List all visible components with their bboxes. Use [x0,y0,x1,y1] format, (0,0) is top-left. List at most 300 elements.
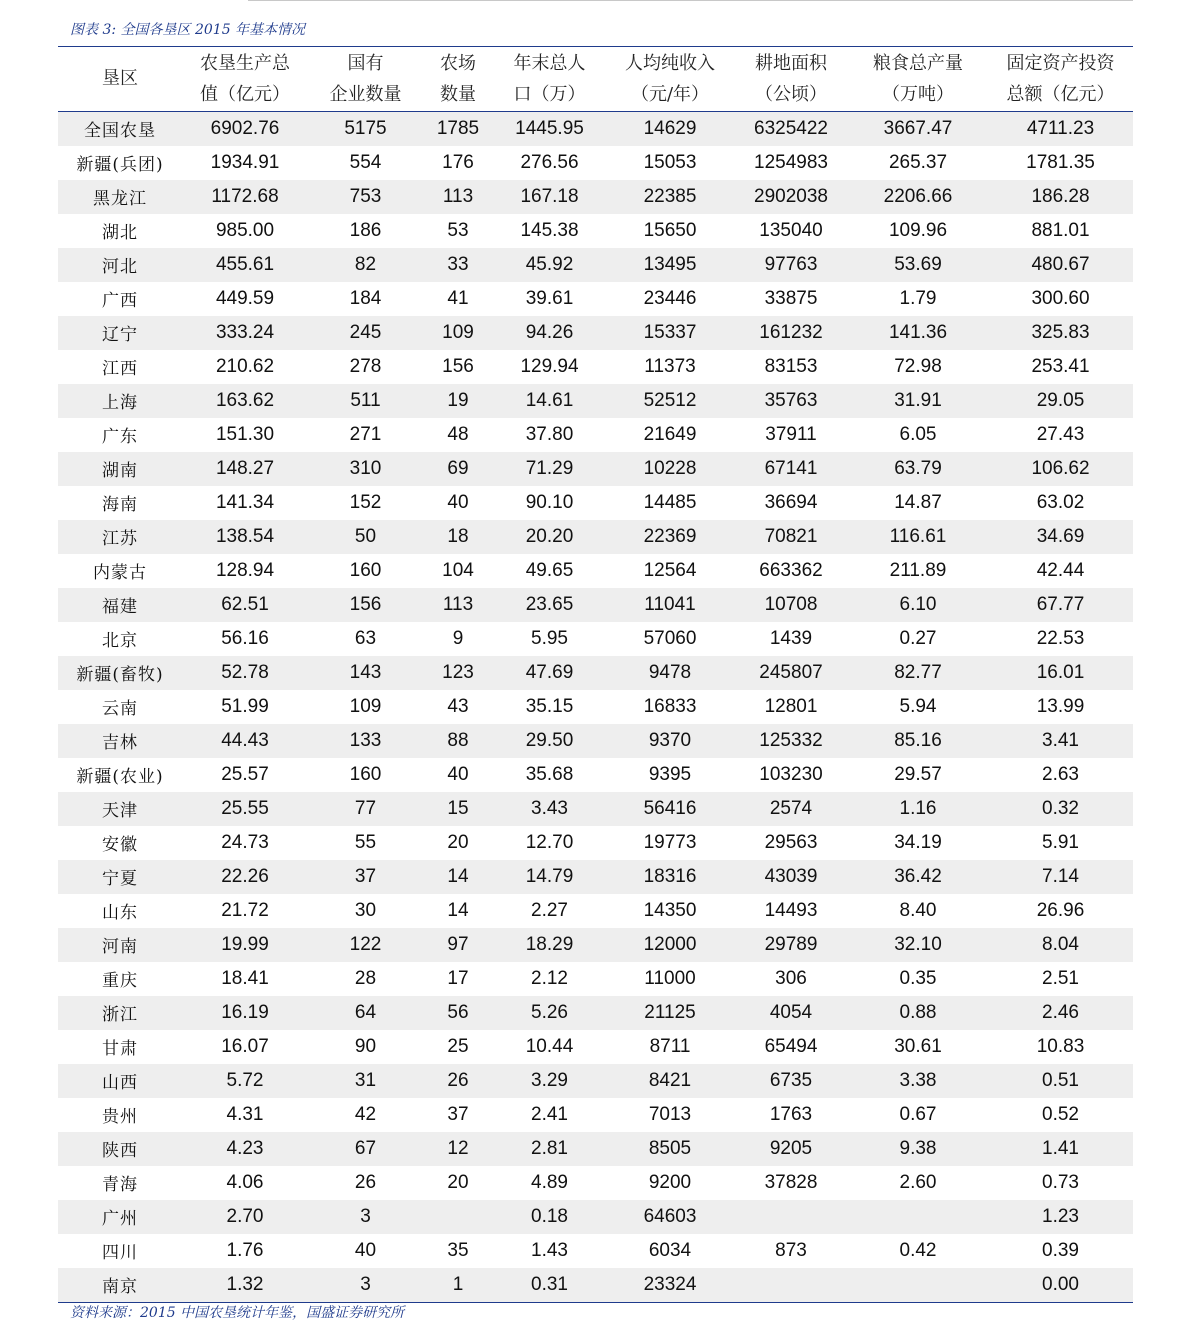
region-cell: 宁夏 [58,860,182,894]
value-cell: 35763 [734,384,848,418]
column-header-line2: （万吨） [882,83,954,105]
value-cell: 97 [423,928,493,962]
value-cell: 37.80 [525,423,574,445]
value-cell: 663362 [759,559,823,581]
column-header-line1: 人均纯收入 [625,52,715,74]
table-row [58,146,1133,180]
value-cell: 5175 [308,111,423,146]
value-cell: 34.69 [988,520,1133,554]
value-cell: 167.18 [493,180,606,214]
value-cell: 9478 [606,656,734,690]
value-cell: 6902.76 [182,111,308,146]
value-cell: 3.38 [848,1064,988,1098]
value-cell: 11373 [644,355,696,377]
value-cell: 8421 [606,1064,734,1098]
value-cell: 25 [447,1035,469,1057]
value-cell: 554 [349,151,382,173]
value-cell: 104 [442,559,474,581]
value-cell: 11000 [644,967,696,989]
value-cell: 36.42 [848,860,988,894]
column-header-0 [58,47,182,111]
value-cell: 0.51 [988,1064,1133,1098]
value-cell: 9395 [648,763,692,785]
value-cell: 21.72 [221,899,269,921]
value-cell: 1785 [423,111,493,146]
value-cell: 5.72 [182,1064,308,1098]
value-cell: 47.69 [493,656,606,690]
value-cell: 12 [423,1132,493,1166]
value-cell: 22.53 [1036,627,1085,649]
value-cell: 52512 [606,384,734,418]
value-cell: 43039 [734,860,848,894]
value-cell: 116.61 [848,520,988,554]
value-cell: 18316 [606,860,734,894]
value-cell: 245 [308,316,423,350]
value-cell: 0.73 [1042,1171,1079,1193]
value-cell: 125332 [734,724,848,758]
value-cell: 6.05 [899,423,937,445]
value-cell: 12000 [606,928,734,962]
column-header-1 [182,47,308,111]
value-cell: 9 [452,627,464,649]
table-row [58,384,1133,418]
table-row [58,1098,1133,1132]
table-row [58,554,1133,588]
value-cell: 2.46 [988,996,1133,1030]
column-header-line1: 垦区 [102,68,138,90]
table-row [58,860,1133,894]
reclamation-data-table [58,47,1133,1303]
value-cell: 2574 [734,792,848,826]
value-cell: 1172.68 [182,180,308,214]
value-cell: 13.99 [1036,695,1085,717]
table-row [58,792,1133,826]
value-cell: 0.52 [1042,1103,1079,1125]
value-cell: 3.29 [493,1064,606,1098]
value-cell: 42 [354,1103,377,1125]
column-header-line1: 农垦生产总 [200,52,290,74]
value-cell: 211.89 [889,559,947,581]
value-cell: 63 [354,627,377,649]
value-cell: 145.38 [520,219,579,241]
value-cell: 6.10 [848,588,988,622]
value-cell: 56 [423,996,493,1030]
value-cell: 4.89 [531,1171,568,1193]
value-cell: 1445.95 [493,111,606,146]
table-row [58,1200,1133,1234]
value-cell: 2.41 [531,1103,568,1125]
column-header-4 [493,47,606,111]
value-cell: 9200 [648,1171,692,1193]
value-cell: 15053 [643,151,697,173]
value-cell [423,1200,493,1234]
value-cell: 109 [349,695,382,717]
value-cell: 85.16 [848,724,988,758]
value-cell: 156 [308,588,423,622]
value-cell: 14485 [643,491,697,513]
value-cell: 14.79 [493,860,606,894]
value-cell: 10708 [734,588,848,622]
value-cell: 5.26 [493,996,606,1030]
value-cell: 29.50 [493,724,606,758]
value-cell: 71.29 [493,452,606,486]
region-cell: 黑龙江 [58,180,182,214]
region-cell: 北京 [102,631,138,651]
value-cell: 7013 [648,1103,692,1125]
value-cell: 0.18 [493,1200,606,1234]
value-cell: 37911 [765,423,817,445]
value-cell: 2206.66 [848,180,988,214]
value-cell: 7.14 [988,860,1133,894]
value-cell: 29.57 [894,763,942,785]
value-cell: 9.38 [848,1132,988,1166]
value-cell: 0.39 [1042,1239,1079,1261]
column-header-line1: 国有 [347,52,384,74]
table-row [58,724,1133,758]
region-cell: 海南 [102,495,138,515]
region-cell: 河南 [58,928,182,962]
column-header-line2: 企业数量 [329,83,402,105]
region-cell: 贵州 [102,1107,138,1127]
region-cell: 山西 [58,1064,182,1098]
value-cell: 42.44 [1036,559,1085,581]
value-cell: 40 [447,763,469,785]
value-cell: 15 [423,792,493,826]
value-cell: 2.63 [1042,763,1079,785]
value-cell: 35.15 [525,695,574,717]
value-cell: 31 [308,1064,423,1098]
value-cell: 53 [447,219,469,241]
table-row [58,1030,1133,1064]
value-cell: 4.31 [226,1103,264,1125]
value-cell: 36694 [764,491,818,513]
region-cell: 全国农垦 [58,111,182,146]
value-cell: 12.70 [525,831,574,853]
value-cell: 32.10 [848,928,988,962]
value-cell: 271 [349,423,382,445]
column-header-line1: 粮食总产量 [873,52,963,74]
value-cell: 18.29 [493,928,606,962]
value-cell: 94.26 [493,316,606,350]
value-cell: 14629 [606,111,734,146]
value-cell: 16833 [643,695,697,717]
value-cell: 20 [447,1171,469,1193]
value-cell: 77 [308,792,423,826]
region-cell: 重庆 [102,971,138,991]
column-header-3 [423,47,493,111]
value-cell: 64 [308,996,423,1030]
value-cell: 29563 [764,831,818,853]
region-cell: 新疆(畜牧) [58,656,182,690]
value-cell: 4054 [734,996,848,1030]
value-cell: 253.41 [1031,355,1090,377]
value-cell: 160 [349,559,382,581]
value-cell: 63.79 [848,452,988,486]
top-divider [248,0,1133,1]
value-cell: 41 [447,287,469,309]
value-cell: 70821 [734,520,848,554]
region-cell: 上海 [58,384,182,418]
value-cell: 40 [447,491,469,513]
value-cell: 163.62 [182,384,308,418]
value-cell: 26.96 [1036,899,1085,921]
value-cell: 50 [308,520,423,554]
value-cell: 3 [308,1268,423,1303]
value-cell: 88 [423,724,493,758]
value-cell: 3.43 [493,792,606,826]
table-row [58,826,1133,860]
table-row [58,350,1133,384]
value-cell: 19.99 [182,928,308,962]
column-header-5 [606,47,734,111]
value-cell: 6735 [734,1064,848,1098]
value-cell: 55 [354,831,377,853]
value-cell: 82.77 [848,656,988,690]
value-cell: 11041 [606,588,734,622]
value-cell: 37 [447,1103,469,1125]
value-cell: 0.27 [899,627,937,649]
value-cell: 30.61 [894,1035,942,1057]
value-cell: 135040 [759,219,823,241]
value-cell: 90.10 [525,491,574,513]
value-cell: 15650 [643,219,697,241]
value-cell: 156 [442,355,474,377]
region-cell: 广州 [58,1200,182,1234]
region-cell: 广西 [102,291,138,311]
region-cell: 南京 [58,1268,182,1303]
value-cell: 265.37 [888,151,948,173]
value-cell: 1.79 [899,287,937,309]
column-header-line2: 口（万） [513,83,586,105]
value-cell: 57060 [643,627,697,649]
value-cell: 122 [308,928,423,962]
value-cell: 186 [349,219,382,241]
region-cell: 新疆(农业) [76,767,164,787]
region-cell: 浙江 [58,996,182,1030]
value-cell: 278 [349,355,382,377]
value-cell: 8.40 [899,899,937,921]
value-cell: 4711.23 [988,111,1133,146]
column-header-line2: 值（亿元） [200,83,290,105]
region-cell: 安徽 [102,835,138,855]
table-row [58,214,1133,248]
value-cell: 4.23 [182,1132,308,1166]
value-cell: 22385 [606,180,734,214]
value-cell: 873 [775,1239,807,1261]
value-cell: 16.19 [182,996,308,1030]
value-cell: 1763 [769,1103,813,1125]
table-row [58,418,1133,452]
value-cell: 67.77 [988,588,1133,622]
value-cell: 83153 [764,355,818,377]
table-row [58,1166,1133,1200]
value-cell: 186.28 [988,180,1133,214]
value-cell: 33875 [764,287,818,309]
value-cell: 123 [423,656,493,690]
value-cell: 3.41 [988,724,1133,758]
figure-title: 图表 3: 全国各垦区 2015 年基本情况 [70,22,306,38]
value-cell: 985.00 [215,219,275,241]
value-cell: 20.20 [493,520,606,554]
value-cell: 160 [349,763,382,785]
value-cell: 24.73 [221,831,269,853]
value-cell: 8505 [606,1132,734,1166]
table-row [58,316,1133,350]
value-cell: 325.83 [988,316,1133,350]
region-cell: 青海 [102,1175,138,1195]
value-cell: 28 [354,967,377,989]
column-header-2 [308,47,423,111]
value-cell: 0.42 [899,1239,937,1261]
value-cell: 72.98 [894,355,942,377]
value-cell [734,1200,848,1234]
table-header-row [58,47,1133,111]
value-cell: 0.35 [899,967,937,989]
value-cell: 62.51 [182,588,308,622]
value-cell: 19773 [643,831,697,853]
table-row [58,486,1133,520]
value-cell: 333.24 [182,316,308,350]
value-cell: 1934.91 [210,151,280,173]
value-cell: 511 [308,384,423,418]
value-cell: 6034 [648,1239,692,1261]
value-cell: 1254983 [754,151,828,173]
table-row [58,520,1133,554]
value-cell: 306 [775,967,807,989]
value-cell: 30 [354,899,377,921]
value-cell: 2.27 [531,899,568,921]
value-cell: 33 [423,248,493,282]
column-header-6 [734,47,848,111]
value-cell: 56416 [606,792,734,826]
value-cell: 3667.47 [848,111,988,146]
value-cell: 39.61 [525,287,574,309]
value-cell: 43 [447,695,469,717]
value-cell: 161232 [734,316,848,350]
value-cell: 37 [308,860,423,894]
region-cell: 湖北 [102,223,138,243]
value-cell: 45.92 [493,248,606,282]
region-cell: 江西 [102,359,138,379]
value-cell: 25.55 [182,792,308,826]
value-cell: 21649 [643,423,697,445]
value-cell: 151.30 [215,423,275,445]
value-cell: 65494 [764,1035,818,1057]
value-cell: 141.34 [215,491,275,513]
region-cell: 福建 [58,588,182,622]
value-cell: 4.06 [226,1171,264,1193]
value-cell: 753 [308,180,423,214]
region-cell: 天津 [58,792,182,826]
value-cell [848,1200,988,1234]
value-cell: 6325422 [734,111,848,146]
column-header-line1: 固定资产投资 [1006,52,1115,74]
region-cell: 陕西 [58,1132,182,1166]
value-cell: 67141 [734,452,848,486]
value-cell: 2.70 [182,1200,308,1234]
value-cell: 0.31 [493,1268,606,1303]
value-cell: 20 [447,831,469,853]
value-cell: 14.87 [894,491,942,513]
value-cell: 1.76 [226,1239,264,1261]
value-cell: 1439 [769,627,813,649]
value-cell: 34.19 [894,831,942,853]
value-cell: 10.44 [525,1035,574,1057]
value-cell: 18 [423,520,493,554]
value-cell: 8711 [649,1035,691,1057]
region-cell: 四川 [102,1243,138,1263]
region-cell: 辽宁 [58,316,182,350]
value-cell: 148.27 [182,452,308,486]
value-cell: 35.68 [525,763,574,785]
value-cell: 53.69 [848,248,988,282]
value-cell: 44.43 [182,724,308,758]
value-cell: 210.62 [215,355,275,377]
region-cell: 甘肃 [102,1039,138,1059]
value-cell: 9370 [606,724,734,758]
column-header-line2: 总额（亿元） [1006,83,1115,105]
table-row [58,180,1133,214]
value-cell: 26 [354,1171,377,1193]
value-cell: 2.81 [493,1132,606,1166]
table-row [58,111,1133,146]
value-cell: 64603 [606,1200,734,1234]
value-cell: 128.94 [215,559,275,581]
value-cell: 18.41 [221,967,269,989]
value-cell: 29.05 [988,384,1133,418]
table-body [58,111,1133,1302]
region-cell: 山东 [102,903,138,923]
value-cell: 881.01 [1031,219,1090,241]
value-cell: 12801 [764,695,818,717]
value-cell: 138.54 [182,520,308,554]
value-cell: 152 [349,491,382,513]
value-cell: 141.36 [848,316,988,350]
value-cell: 23446 [643,287,697,309]
source-note: 资料来源：2015 中国农垦统计年鉴，国盛证券研究所 [70,1305,405,1321]
value-cell: 300.60 [1031,287,1090,309]
value-cell: 52.78 [182,656,308,690]
value-cell: 56.16 [221,627,269,649]
table-row [58,588,1133,622]
value-cell: 0.00 [988,1268,1133,1303]
value-cell: 82 [308,248,423,282]
value-cell: 21125 [606,996,734,1030]
value-cell: 14 [423,860,493,894]
table-row [58,758,1133,792]
value-cell: 29789 [734,928,848,962]
table-row [58,1268,1133,1303]
column-header-line1: 农场 [440,52,476,74]
value-cell: 23.65 [493,588,606,622]
value-cell: 9205 [734,1132,848,1166]
table-row [58,928,1133,962]
table-row [58,962,1133,996]
value-cell: 2.12 [531,967,568,989]
value-cell: 16.01 [988,656,1133,690]
value-cell: 26 [423,1064,493,1098]
region-cell: 云南 [102,699,138,719]
value-cell: 1.43 [531,1239,568,1261]
value-cell [848,1268,988,1303]
value-cell: 5.95 [531,627,568,649]
column-header-8 [988,47,1133,111]
region-cell: 内蒙古 [93,563,147,583]
value-cell: 10.83 [1036,1035,1085,1057]
region-cell: 江苏 [58,520,182,554]
column-header-line1: 年末总人 [513,52,586,74]
value-cell: 109 [423,316,493,350]
